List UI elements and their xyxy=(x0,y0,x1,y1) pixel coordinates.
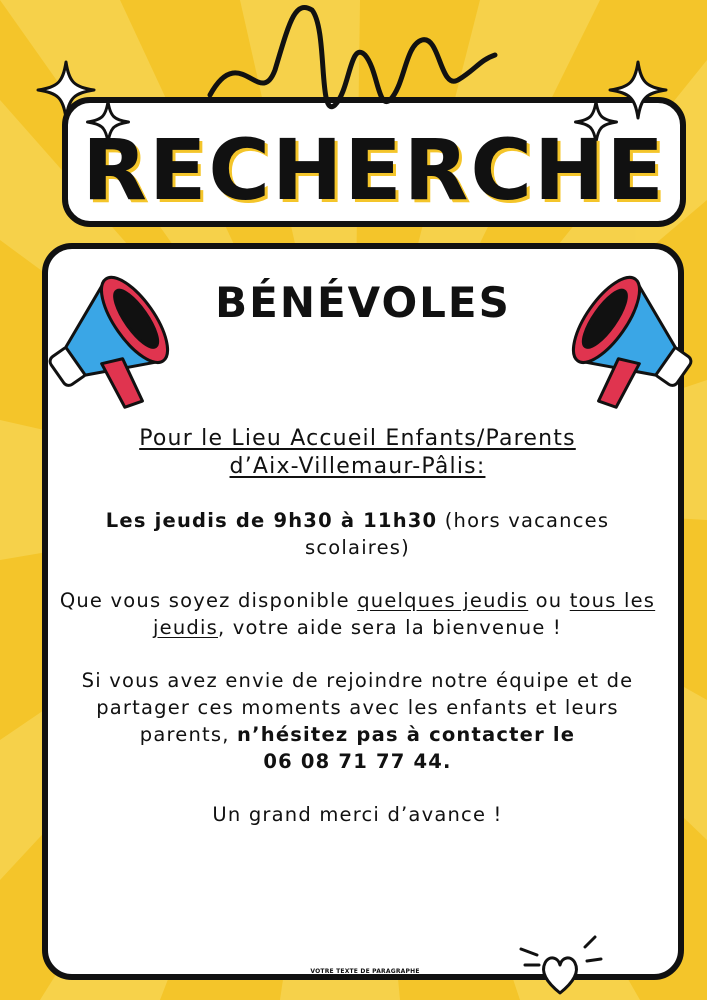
scribble-decoration xyxy=(200,0,500,140)
availability-part-2: ou xyxy=(528,589,570,612)
footer-line-2: VOTRE TEXTE DE PARAGRAPHE xyxy=(310,975,420,982)
footer-line-1: VOTRE TEXTE DE PARAGRAPHE xyxy=(310,968,420,975)
page-title: RECHERCHE xyxy=(82,121,666,219)
join-bold: n’hésitez pas à contacter le xyxy=(237,723,576,746)
footer-text xyxy=(290,968,440,982)
body-text xyxy=(50,425,665,828)
availability-link-2: tous les jeudis xyxy=(153,589,656,639)
intro-paragraph xyxy=(50,425,665,481)
heart-icon xyxy=(515,935,605,997)
availability-part-1: Que vous soyez disponible xyxy=(59,589,358,612)
schedule-rest: (hors vacances scolaires) xyxy=(305,509,610,559)
phone-number: 06 08 71 77 44. xyxy=(263,750,452,773)
schedule-bold: Les jeudis de 9h30 à 11h30 xyxy=(105,509,438,532)
thanks-paragraph: Un grand merci d’avance ! xyxy=(212,803,503,826)
join-text: Si vous avez envie de rejoindre notre équipe et de partager ces moments avec les enfants et leurs parents, xyxy=(81,669,634,746)
availability-paragraph xyxy=(50,587,665,641)
availability-link-1: quelques jeudis xyxy=(357,589,529,612)
intro-line-1: Pour le Lieu Accueil Enfants/Parents xyxy=(139,426,576,451)
availability-part-3: , votre aide sera la bienvenue ! xyxy=(217,616,562,639)
intro-line-2: d’Aix-Villemaur-Pâlis: xyxy=(229,454,486,479)
schedule-paragraph xyxy=(50,507,665,561)
join-paragraph xyxy=(50,667,665,775)
subtitle: BÉNÉVOLES xyxy=(215,278,511,327)
